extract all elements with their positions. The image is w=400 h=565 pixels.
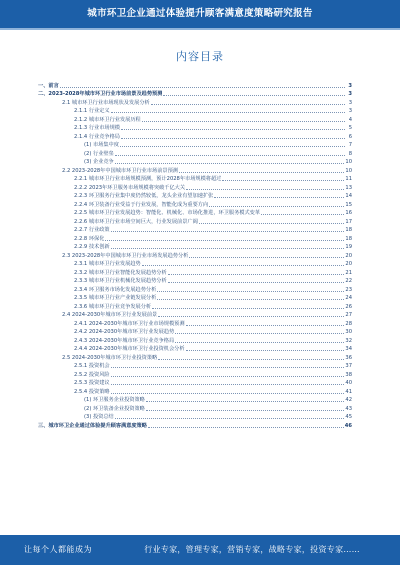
toc-leader-dots bbox=[175, 333, 344, 334]
toc-entry-label: (2) 环卫装备企业投资策略 bbox=[84, 405, 145, 412]
toc-entry-page: 24 bbox=[345, 295, 352, 301]
toc-leader-dots bbox=[111, 393, 345, 394]
toc-entry-page: 18 bbox=[345, 235, 352, 242]
toc-entry[interactable] bbox=[32, 89, 352, 98]
toc-leader-dots bbox=[111, 384, 345, 385]
toc-entry-label: 2.5 2024-2030年城市环卫行业投资策略 bbox=[62, 354, 158, 361]
toc-entry-page: 3 bbox=[348, 108, 352, 114]
toc-entry[interactable] bbox=[32, 386, 352, 395]
toc-leader-dots bbox=[189, 257, 344, 258]
toc-entry[interactable] bbox=[32, 259, 352, 268]
toc-leader-dots bbox=[168, 274, 345, 275]
toc-leader-dots bbox=[111, 112, 345, 113]
toc-leader-dots bbox=[186, 325, 345, 326]
toc-entry-label: 2.5.2 投资风险 bbox=[74, 371, 110, 378]
toc-entry-page: 45 bbox=[345, 414, 352, 420]
toc-entry[interactable] bbox=[32, 293, 352, 302]
toc-entry-page: 46 bbox=[344, 422, 352, 429]
toc-leader-dots bbox=[115, 163, 345, 164]
toc-entry-page: 4 bbox=[348, 116, 352, 123]
toc-entry-label: 2.2.5 城市环卫行业发展趋势：智能化、机械化、市场化推进，环卫服务模式变革 bbox=[74, 210, 261, 216]
toc-entry-page: 6 bbox=[348, 133, 352, 140]
toc-leader-dots bbox=[142, 265, 345, 266]
toc-entry-label: 2.2 2023-2028年中国城市环卫行业市场前景预测 bbox=[62, 167, 178, 174]
toc-entry-label: 2.2.1 城市环卫行业市场规模预测，预计2028年市场规模将超过 bbox=[74, 176, 222, 182]
toc-entry[interactable] bbox=[32, 369, 352, 378]
toc-entry-page: 23 bbox=[345, 286, 352, 293]
toc-leader-dots bbox=[186, 350, 345, 351]
footer-tagline: 行业专家，管理专家，营销专家，战略专家，投资专家…… bbox=[144, 545, 360, 554]
toc-leader-dots bbox=[157, 299, 344, 300]
toc-entry[interactable] bbox=[32, 335, 352, 344]
toc-entry-page: 17 bbox=[345, 218, 352, 225]
toc-leader-dots bbox=[199, 223, 345, 224]
toc-entry-label: (3) 企业竞争 bbox=[84, 159, 114, 165]
toc-entry-page: 10 bbox=[345, 159, 352, 165]
toc-entry-label: 2.3.5 城市环卫行业产业链发展分析 bbox=[74, 295, 157, 301]
toc-leader-dots bbox=[60, 87, 345, 88]
toc-leader-dots bbox=[179, 172, 344, 173]
toc-entry[interactable] bbox=[32, 106, 352, 115]
toc-entry[interactable] bbox=[32, 327, 352, 336]
toc-entry[interactable] bbox=[32, 318, 352, 327]
toc-entry[interactable] bbox=[32, 208, 352, 217]
toc-entry-label: 2.4.2 2024-2030年城市环卫行业发展趋势 bbox=[74, 329, 175, 335]
toc-entry-label: 2.2.9 技术创新 bbox=[74, 244, 110, 250]
toc-leader-dots bbox=[111, 376, 345, 377]
toc-entry[interactable] bbox=[32, 250, 352, 259]
toc-leader-dots bbox=[222, 180, 344, 181]
toc-entry-page: 18 bbox=[345, 227, 352, 233]
toc-entry[interactable] bbox=[32, 233, 352, 242]
toc-leader-dots bbox=[214, 197, 344, 198]
toc-entry-label: 2.4.3 2024-2030年城市环卫行业竞争格局 bbox=[74, 337, 175, 344]
toc-entry-label: 2.3.2 城市环卫行业智能化发展趋势分析 bbox=[74, 269, 167, 276]
toc-entry-label: 2.3.1 城市环卫行业发展趋势 bbox=[74, 261, 141, 267]
toc-leader-dots bbox=[105, 240, 344, 241]
toc-entry-page: 3 bbox=[348, 82, 352, 89]
toc-entry-page: 3 bbox=[348, 99, 352, 106]
toc-entry-label: 2.1 城市环卫行业市场现状及发展分析 bbox=[62, 99, 150, 106]
toc-entry[interactable] bbox=[32, 301, 352, 310]
toc-entry-label: 2.5.3 投资建议 bbox=[74, 380, 110, 386]
toc-entry-page: 37 bbox=[345, 363, 352, 369]
toc-leader-dots bbox=[115, 155, 345, 156]
toc-entry-page: 11 bbox=[345, 176, 352, 182]
toc-entry[interactable] bbox=[32, 267, 352, 276]
toc-entry[interactable] bbox=[32, 123, 352, 132]
toc-entry-page: 15 bbox=[345, 201, 352, 208]
toc-entry[interactable] bbox=[32, 191, 352, 200]
toc-entry[interactable] bbox=[32, 148, 352, 157]
toc-entry[interactable] bbox=[32, 165, 352, 174]
toc-leader-dots bbox=[163, 95, 345, 96]
toc-entry-page: 41 bbox=[345, 388, 352, 395]
toc-entry[interactable] bbox=[32, 412, 352, 421]
toc-entry[interactable] bbox=[32, 344, 352, 353]
toc-entry[interactable] bbox=[32, 284, 352, 293]
toc-entry[interactable] bbox=[32, 216, 352, 225]
toc-entry-page: 16 bbox=[345, 210, 352, 216]
toc-entry-label: 2.5.1 投资机会 bbox=[74, 363, 110, 369]
footer-slogan: 让每个人都能成为 bbox=[24, 545, 92, 554]
toc-entry-page: 8 bbox=[348, 150, 352, 157]
toc-leader-dots bbox=[151, 104, 345, 105]
toc-entry-label: (1) 环卫服务企业投资策略 bbox=[84, 397, 145, 403]
toc-entry-label: 一、前言 bbox=[38, 82, 59, 89]
toc-leader-dots bbox=[115, 418, 345, 419]
toc-leader-dots bbox=[111, 367, 345, 368]
toc-entry-label: 二、2023-2028年城市环卫行业市场前景及趋势预测 bbox=[38, 91, 163, 97]
toc-entry-page: 40 bbox=[345, 380, 352, 386]
toc-entry[interactable] bbox=[32, 199, 352, 208]
toc-leader-dots bbox=[168, 282, 345, 283]
toc-leader-dots bbox=[148, 427, 344, 428]
toc-entry-page: 22 bbox=[345, 278, 352, 284]
toc-leader-dots bbox=[158, 316, 344, 317]
toc-entry-label: 2.2.2 2023年环卫服务市场规模将突破千亿大关 bbox=[74, 184, 186, 191]
toc-entry-page: 14 bbox=[345, 193, 352, 199]
toc-entry-label: 2.1.3 行业市场规模 bbox=[74, 125, 120, 131]
toc-leader-dots bbox=[152, 308, 344, 309]
toc-entry[interactable] bbox=[32, 310, 352, 319]
toc-entry[interactable] bbox=[32, 174, 352, 183]
toc-entry[interactable] bbox=[32, 182, 352, 191]
page-title: 内容目录 bbox=[176, 50, 224, 63]
toc-leader-dots bbox=[175, 342, 344, 343]
toc-entry[interactable] bbox=[32, 242, 352, 251]
toc-entry-label: 2.4 2024-2030年城市环卫行业发展前景 bbox=[62, 312, 158, 318]
toc-entry-label: 2.2.4 环卫装备行业受益于行业发展，智能化成为重要方向 bbox=[74, 201, 209, 208]
toc-leader-dots bbox=[142, 121, 345, 122]
toc-entry-page: 10 bbox=[345, 167, 352, 174]
toc-entry-label: 2.1.1 行业定义 bbox=[74, 108, 110, 114]
toc-entry[interactable] bbox=[32, 395, 352, 404]
toc-entry-page: 28 bbox=[345, 320, 352, 327]
toc-entry-page: 20 bbox=[345, 261, 352, 267]
toc-entry[interactable] bbox=[32, 114, 352, 123]
toc-entry-label: 2.3.6 城市环卫行业竞争发展分析 bbox=[74, 303, 152, 310]
toc-leader-dots bbox=[121, 138, 345, 139]
toc-leader-dots bbox=[186, 189, 344, 190]
toc-leader-dots bbox=[120, 146, 345, 147]
toc-entry-label: 2.2.7 行业政策 bbox=[74, 227, 110, 233]
toc-entry-page: 32 bbox=[345, 337, 352, 344]
report-title: 城市环卫企业通过体验提升顾客满意度策略研究报告 bbox=[87, 8, 313, 19]
toc-entry-page: 7 bbox=[348, 142, 352, 148]
toc-entry-label: (3) 投资总结 bbox=[84, 414, 114, 420]
toc-leader-dots bbox=[146, 410, 345, 411]
toc-entry-label: 2.3.3 城市环卫行业机械化发展趋势分析 bbox=[74, 278, 167, 284]
header-divider bbox=[0, 28, 400, 30]
toc-entry-page: 19 bbox=[345, 244, 352, 250]
toc-entry-label: 2.3.4 环卫服务市场化发展趋势分析 bbox=[74, 286, 157, 293]
toc-entry-label: (2) 行业壁垒 bbox=[84, 150, 114, 157]
toc-leader-dots bbox=[158, 359, 344, 360]
toc-entry-page: 3 bbox=[348, 91, 352, 97]
toc-entry[interactable] bbox=[32, 361, 352, 370]
toc-entry-label: 2.2.8 环保化 bbox=[74, 235, 105, 242]
footer-bar bbox=[0, 535, 400, 565]
toc-entry-label: 三、城市环卫企业通过体验提升顾客满意度策略 bbox=[38, 422, 147, 429]
toc-leader-dots bbox=[157, 291, 344, 292]
toc-entry-page: 21 bbox=[345, 269, 352, 276]
table-of-contents bbox=[32, 80, 352, 429]
toc-leader-dots bbox=[121, 129, 345, 130]
toc-entry-label: 2.3 2023-2028年中国城市环卫行业市场发展趋势分析 bbox=[62, 252, 189, 259]
toc-entry[interactable] bbox=[32, 157, 352, 166]
toc-leader-dots bbox=[111, 248, 345, 249]
toc-entry-label: 2.5.4 投资策略 bbox=[74, 388, 110, 395]
toc-entry-page: 43 bbox=[345, 405, 352, 412]
toc-leader-dots bbox=[261, 214, 344, 215]
toc-leader-dots bbox=[209, 206, 344, 207]
toc-entry-page: 34 bbox=[345, 346, 352, 352]
toc-entry-label: 2.1.2 城市环卫行业发展历程 bbox=[74, 116, 141, 123]
toc-entry-label: (1) 市场集中度 bbox=[84, 142, 119, 148]
toc-entry[interactable] bbox=[32, 97, 352, 106]
toc-entry-page: 38 bbox=[345, 371, 352, 378]
toc-entry[interactable] bbox=[32, 352, 352, 361]
toc-entry-page: 36 bbox=[345, 354, 352, 361]
toc-entry-page: 5 bbox=[348, 125, 352, 131]
toc-leader-dots bbox=[111, 231, 345, 232]
toc-entry[interactable] bbox=[32, 403, 352, 412]
toc-entry[interactable] bbox=[32, 80, 352, 89]
toc-entry-label: 2.1.4 行业竞争格局 bbox=[74, 133, 120, 140]
toc-entry[interactable] bbox=[32, 378, 352, 387]
toc-entry-page: 20 bbox=[345, 252, 352, 259]
toc-entry-label: 2.4.4 2024-2030年城市环卫行业投资机会分析 bbox=[74, 346, 185, 352]
toc-entry-label: 2.2.3 环卫服务行业集中度仍然较低，龙头企业有望加速扩张 bbox=[74, 193, 214, 199]
toc-entry-label: 2.2.6 城市环卫行业市场空间巨大，行业发展前景广阔 bbox=[74, 218, 198, 225]
toc-entry-page: 30 bbox=[345, 329, 352, 335]
toc-leader-dots bbox=[146, 401, 345, 402]
toc-entry-page: 42 bbox=[345, 397, 352, 403]
toc-entry[interactable] bbox=[32, 131, 352, 140]
toc-entry-label: 2.4.1 2024-2030年城市环卫行业市场规模预测 bbox=[74, 320, 185, 327]
toc-entry[interactable] bbox=[32, 276, 352, 285]
toc-entry[interactable] bbox=[32, 140, 352, 149]
toc-entry-page: 13 bbox=[345, 184, 352, 191]
toc-entry[interactable] bbox=[32, 420, 352, 429]
toc-entry-page: 27 bbox=[345, 312, 352, 318]
toc-entry[interactable] bbox=[32, 225, 352, 234]
toc-entry-page: 26 bbox=[345, 303, 352, 310]
